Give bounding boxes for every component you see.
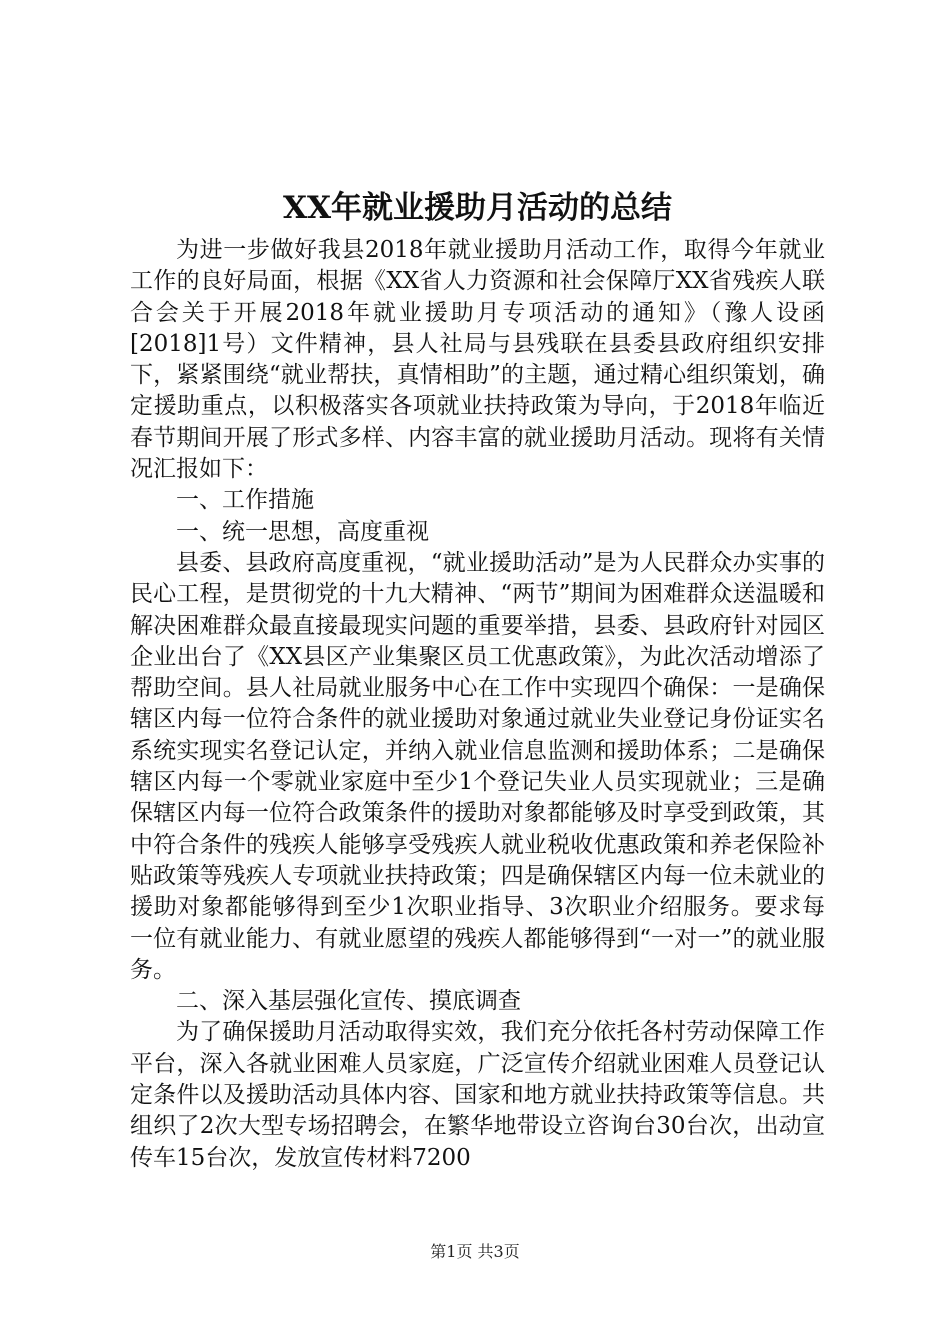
- page-footer: 第1页 共3页: [430, 1242, 520, 1261]
- document-title: XX年就业援助月活动的总结: [282, 190, 673, 226]
- section-heading: 一、工作措施: [176, 487, 314, 514]
- subsection-heading: 二、深入基层强化宣传、摸底调查: [176, 988, 521, 1015]
- subsection-heading: 一、统一思想，高度重视: [176, 518, 429, 545]
- body-paragraph: 县委、县政府高度重视，“就业援助活动”是为人民群众办实事的民心工程，是贯彻党的十九大精神、“两节”期间为困难群众送温暖和解决困难群众最直接最现实问题的重要举措，县委、县政府针对园区企业出台了《XX县区产业集聚区员工优惠政策》，为此次活动增添了帮助空间。县人社局就业服务中心在工作中实现四个确保：一是确保辖区内每一位符合条件的就业援助对象通过就业失业登记身份证实名系统实现实名登记认定，并纳入就业信息监测和援助体系；二是确保辖区内每一个零就业家庭中至少1个登记失业人员实现就业；三是确保辖区内每一位符合政策条件的援助对象都能够及时享受到政策，其中符合条件的残疾人能够享受残疾人就业税收优惠政策和养老保险补贴政策等残疾人专项就业扶持政策；四是确保辖区内每一位未就业的援助对象都能够得到至少1次职业指导、3次职业介绍服务。要求每一位有就业能力、有就业愿望的残疾人都能够得到“一对一”的就业服务。: [130, 549, 825, 983]
- body-paragraph: 为进一步做好我县2018年就业援助月活动工作，取得今年就业工作的良好局面，根据《XX省人力资源和社会保障厅XX省残疾人联合会关于开展2018年就业援助月专项活动的通知》（豫人设函[2018]1号）文件精神，县人社局与县残联在县委县政府组织安排下，紧紧围绕“就业帮扶，真情相助”的主题，通过精心组织策划，确定援助重点，以积极落实各项就业扶持政策为导向，于2018年临近春节期间开展了形式多样、内容丰富的就业援助月活动。现将有关情况汇报如下：: [130, 237, 825, 483]
- body-paragraph: 为了确保援助月活动取得实效，我们充分依托各村劳动保障工作平台，深入各就业困难人员家庭，广泛宣传介绍就业困难人员登记认定条件以及援助活动具体内容、国家和地方就业扶持政策等信息。共组织了2次大型专场招聘会，在繁华地带设立咨询台30台次，出动宣传车15台次，发放宣传材料7200: [130, 1019, 825, 1171]
- document-body: [130, 186, 825, 1174]
